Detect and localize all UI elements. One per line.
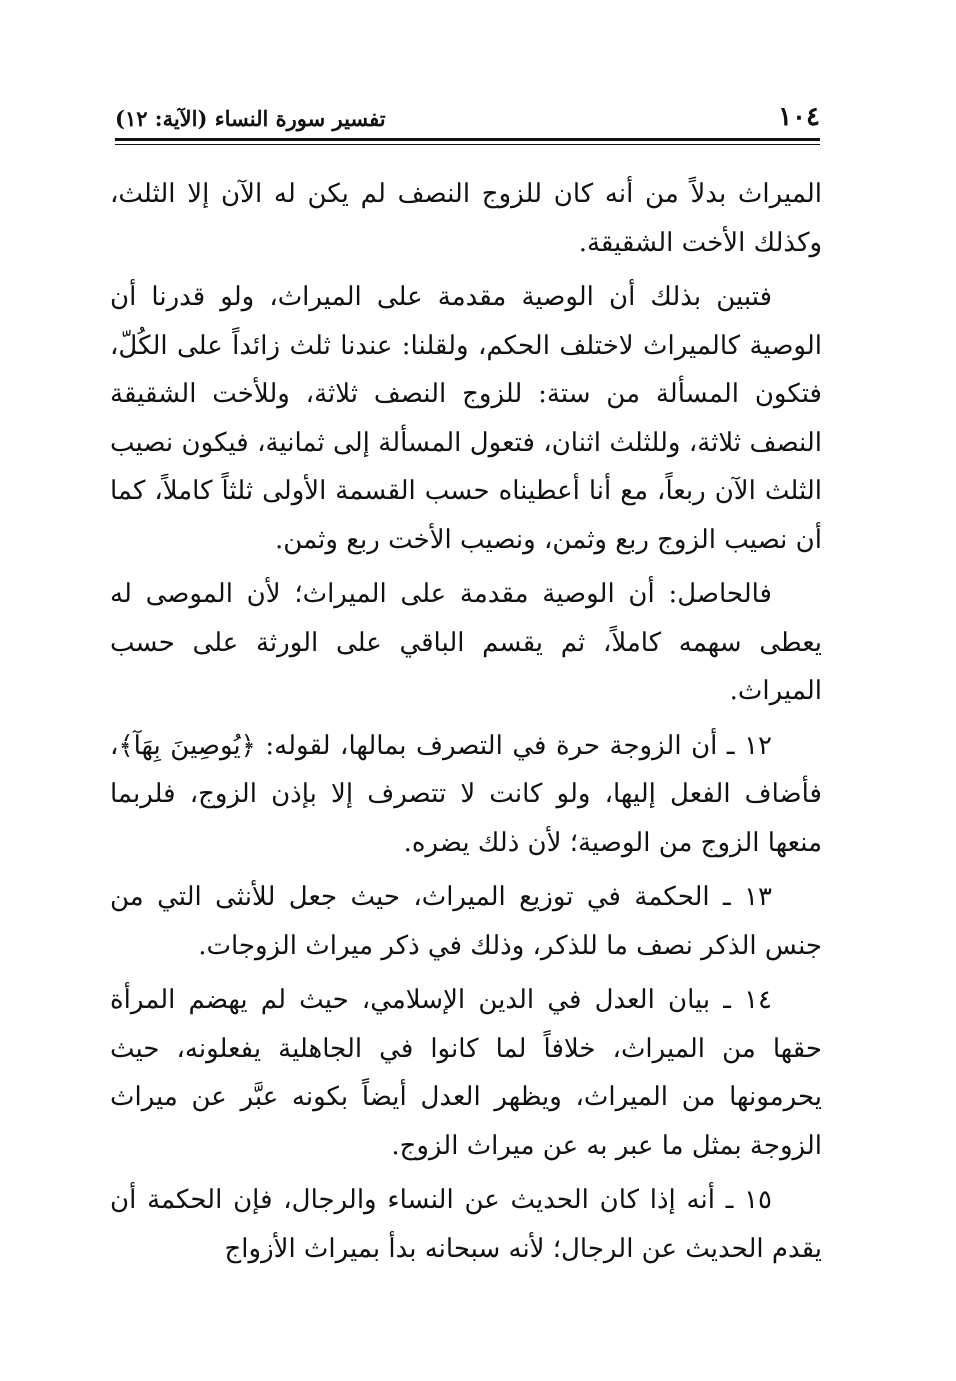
header-rule-thin: [115, 144, 820, 145]
paragraph-point-12: ١٢ ـ أن الزوجة حرة في التصرف بمالها، لقوله: ﴿يُوصِينَ بِهَآ﴾، فأضاف الفعل إليها، ولو كانت لا تتصرف إلا بإذن الزوج، فلربما منعها الزوج من الوصية؛ لأن ذلك يضره.: [110, 730, 822, 858]
page-header: [115, 100, 820, 144]
paragraph-will-precedes-inheritance: فتبين بذلك أن الوصية مقدمة على الميراث، ولو قدرنا أن الوصية كالميراث لاختلف الحكم، ولقلنا: عندنا ثلث زائداً على الكُلّ، فتكون المسألة من ستة: للزوج النصف ثلاثة، وللأخت الشقيقة النصف ثلاثة، وللثلث اثنان، فتعول المسألة إلى ثمانية، فيكون نصيب الثلث الآن ربعاً، مع أنا أعطيناه حسب القسمة الأولى ثلثاً كاملاً، كما أن نصيب الزوج ربع وثمن، ونصيب الأخت ربع وثمن.: [110, 282, 822, 555]
running-title: تفسير سورة النساء (الآية: ١٢): [115, 106, 386, 131]
paragraph-continuation: الميراث بدلاً من أنه كان للزوج النصف لم يكن له الآن إلا الثلث، وكذلك الأخت الشقيقة.: [110, 179, 822, 258]
paragraph-point-13: ١٣ ـ الحكمة في توزيع الميراث، حيث جعل للأنثى التي من جنس الذكر نصف ما للذكر، وذلك في ذكر ميراث الزوجات.: [110, 882, 822, 961]
body-text: [110, 170, 822, 1279]
paragraph-point-14: ١٤ ـ بيان العدل في الدين الإسلامي، حيث لم يهضم المرأة حقها من الميراث، خلافاً لما كانوا في الجاهلية يفعلونه، حيث يحرمونها من الميراث، ويظهر العدل أيضاً بكونه عبَّر عن ميراث الزوجة بمثل ما عبر به عن ميراث الزوج.: [110, 985, 822, 1161]
paragraph-point-15: ١٥ ـ أنه إذا كان الحديث عن النساء والرجال، فإن الحكمة أن يقدم الحديث عن الرجال؛ لأنه سبحانه بدأ بميراث الأزواج: [110, 1185, 822, 1264]
header-rule-thick: [115, 138, 820, 141]
page-number: ١٠٤: [778, 102, 820, 132]
paragraph-conclusion: فالحاصل: أن الوصية مقدمة على الميراث؛ لأن الموصى له يعطى سهمه كاملاً، ثم يقسم الباقي على الورثة على حسب الميراث.: [110, 579, 822, 706]
